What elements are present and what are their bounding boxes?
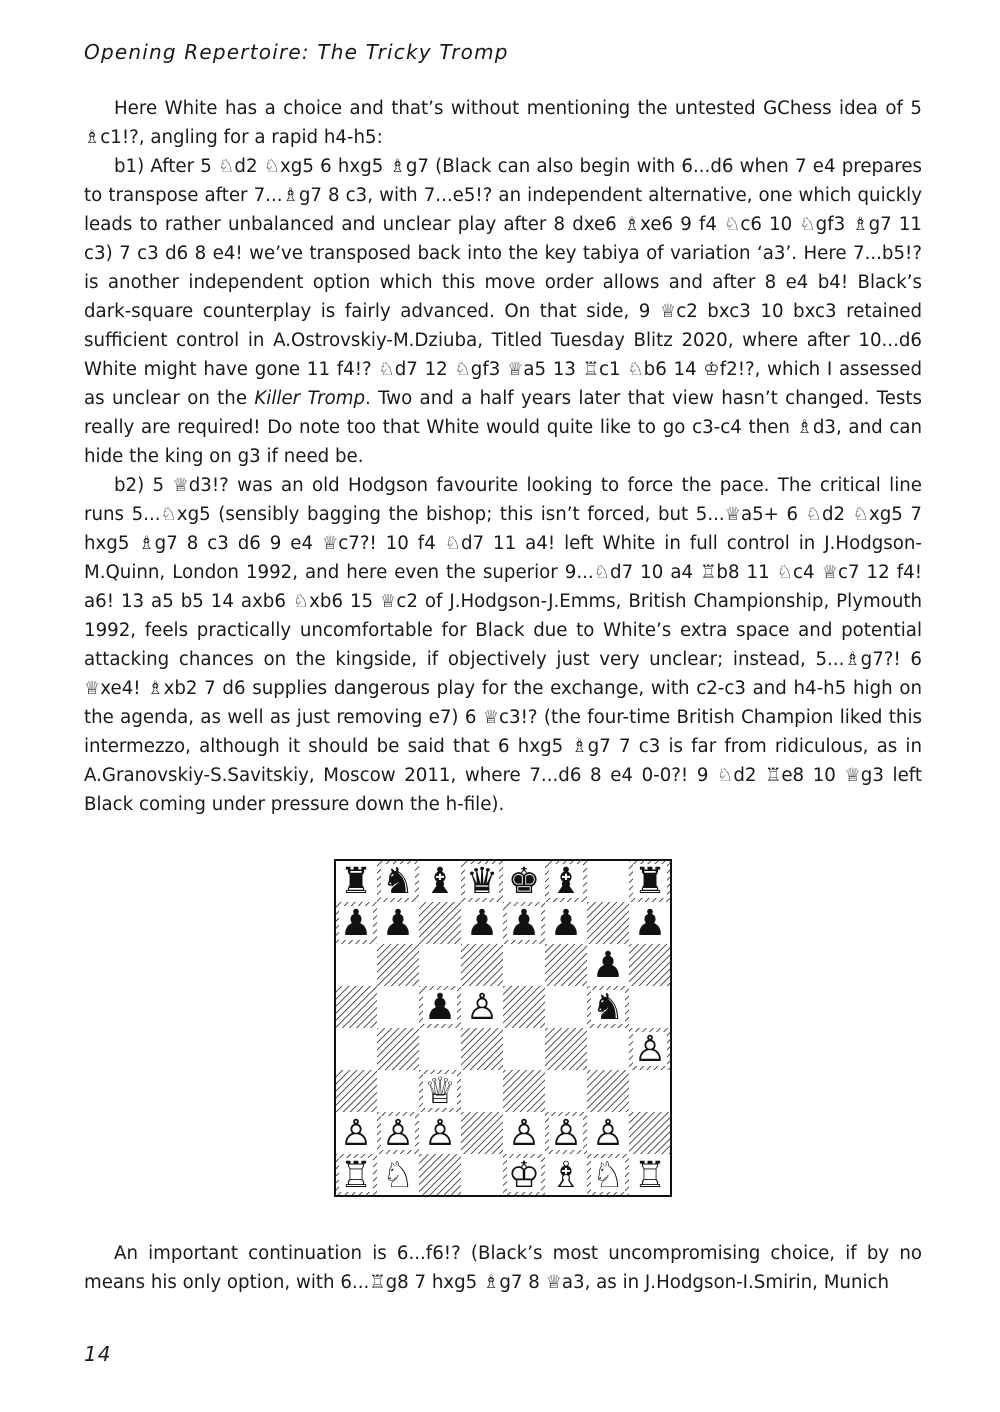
piece-f1: ♗ (549, 1155, 583, 1196)
chess-diagram (334, 859, 672, 1197)
square-e5 (503, 986, 545, 1028)
piece-g6: ♟ (591, 945, 625, 986)
piece-a7: ♟ (339, 903, 373, 944)
piece-c2: ♙ (423, 1113, 457, 1154)
piece-h7: ♟ (633, 903, 667, 944)
square-h2 (629, 1112, 671, 1154)
bottom-text (84, 1239, 922, 1297)
piece-d7: ♟ (465, 903, 499, 944)
piece-h1: ♖ (633, 1155, 667, 1196)
piece-f2: ♙ (549, 1113, 583, 1154)
square-c1 (419, 1154, 461, 1196)
square-d2 (461, 1112, 503, 1154)
piece-f7: ♟ (549, 903, 583, 944)
paragraph-continuation: An important continuation is 6...f6!? (Black’s most uncompromising choice, if by no means his only option, with 6...♖g8 7 hxg5 ♗g7 8 ♕a3, as in J.Hodgson-I.Smirin, Munich (84, 1243, 922, 1293)
piece-c8: ♝ (423, 861, 457, 902)
paragraph-b1-text: b1) After 5 ♘d2 ♘xg5 6 hxg5 ♗g7 (Black can also begin with 6...d6 when 7 e4 prepares to transpose after 7...♗g7 8 c3, with 7...e5!? an independent alternative, one which quickly leads to rather unbalanced and unclear play after 8 dxe6 ♗xe6 9 f4 ♘c6 10 ♘gf3 ♗g7 11 c3) 7 c3 d6 8 e4! we’ve transposed back into the key tabiya of variation ‘a3’. Here 7...b5!? is another independent option which this move order allows and after 8 e4 b4! Black’s dark-square counterplay is fairly advanced. On that side, 9 ♕c2 bxc3 10 bxc3 retained sufficient control in A.Ostrovskiy-M.Dziuba, Titled Tuesday Blitz 2020, where after 10...d6 White might have gone 11 f4!? ♘d7 12 ♘gf3 ♕a5 13 ♖c1 ♘b6 14 ♔f2!?, which I assessed as unclear on the (84, 156, 922, 409)
square-e3 (503, 1070, 545, 1112)
piece-g5: ♞ (591, 987, 625, 1028)
piece-d8: ♛ (465, 861, 499, 902)
square-b4 (377, 1028, 419, 1070)
piece-e1: ♔ (507, 1155, 541, 1196)
piece-g1: ♘ (591, 1155, 625, 1196)
piece-f8: ♝ (549, 861, 583, 902)
piece-h4: ♙ (633, 1029, 667, 1070)
piece-b1: ♘ (381, 1155, 415, 1196)
square-c7 (419, 902, 461, 944)
piece-c5: ♟ (423, 987, 457, 1028)
page-number: 14 (84, 1342, 112, 1366)
square-f6 (545, 944, 587, 986)
paragraph-intro: Here White has a choice and that’s without mentioning the untested GChess idea of 5 ♗c1!?, angling for a rapid h4-h5: (84, 98, 922, 148)
book-title: Killer Tromp (254, 388, 366, 409)
square-d6 (461, 944, 503, 986)
chess-board (334, 859, 672, 1197)
piece-h8: ♜ (633, 861, 667, 902)
square-a5 (335, 986, 377, 1028)
square-g7 (587, 902, 629, 944)
piece-b8: ♞ (381, 861, 415, 902)
square-g3 (587, 1070, 629, 1112)
piece-a1: ♖ (339, 1155, 373, 1196)
paragraph-b2: b2) 5 ♕d3!? was an old Hodgson favourite looking to force the pace. The critical line runs 5...♘xg5 (sensibly bagging the bishop; this isn’t forced, but 5...♕a5+ 6 ♘d2 ♘xg5 7 hxg5 ♗g7 8 c3 d6 9 e4 ♕c7?! 10 f4 ♘d7 11 a4! left White in full control in J.Hodgson-M.Quinn, London 1992, and here even the superior 9...♘d7 10 a4 ♖b8 11 ♘c4 ♕c7 12 f4! a6! 13 a5 b5 14 axb6 ♘xb6 15 ♕c2 of J.Hodgson-J.Emms, British Championship, Plymouth 1992, feels practically uncomfortable for Black due to White’s extra space and potential attacking chances on the kingside, if objectively just very unclear; instead, 5...♗g7?! 6 ♕xe4! ♗xb2 7 d6 supplies dangerous play for the exchange, with c2-c3 and h4-h5 high on the agenda, as well as just removing e7) 6 ♕c3!? (the four-time British Champion liked this intermezzo, although it should be said that 6 hxg5 ♗g7 7 c3 is far from ridiculous, as in A.Granovskiy-S.Savitskiy, Moscow 2011, where 7...d6 8 e4 0-0?! 9 ♘d2 ♖e8 10 ♕g3 left Black coming under pressure down the h-file). (84, 475, 922, 815)
piece-e7: ♟ (507, 903, 541, 944)
square-a3 (335, 1070, 377, 1112)
square-b6 (377, 944, 419, 986)
piece-a8: ♜ (339, 861, 373, 902)
piece-e8: ♚ (507, 861, 541, 902)
piece-b2: ♙ (381, 1113, 415, 1154)
square-h6 (629, 944, 671, 986)
piece-d5: ♙ (465, 987, 499, 1028)
running-head: Opening Repertoire: The Tricky Tromp (84, 40, 509, 64)
paragraph-b1-tail: . Two and a half years later that view hasn’t changed. Tests really are required! Do note too that White would quite like to go c3-c4 then ♗d3, and can hide the king on g3 if need be. (84, 388, 922, 467)
square-f4 (545, 1028, 587, 1070)
main-text (84, 94, 922, 819)
square-d4 (461, 1028, 503, 1070)
piece-e2: ♙ (507, 1113, 541, 1154)
piece-c3: ♕ (423, 1071, 457, 1112)
piece-a2: ♙ (339, 1113, 373, 1154)
paragraph-b1 (84, 152, 922, 471)
piece-b7: ♟ (381, 903, 415, 944)
piece-g2: ♙ (591, 1113, 625, 1154)
